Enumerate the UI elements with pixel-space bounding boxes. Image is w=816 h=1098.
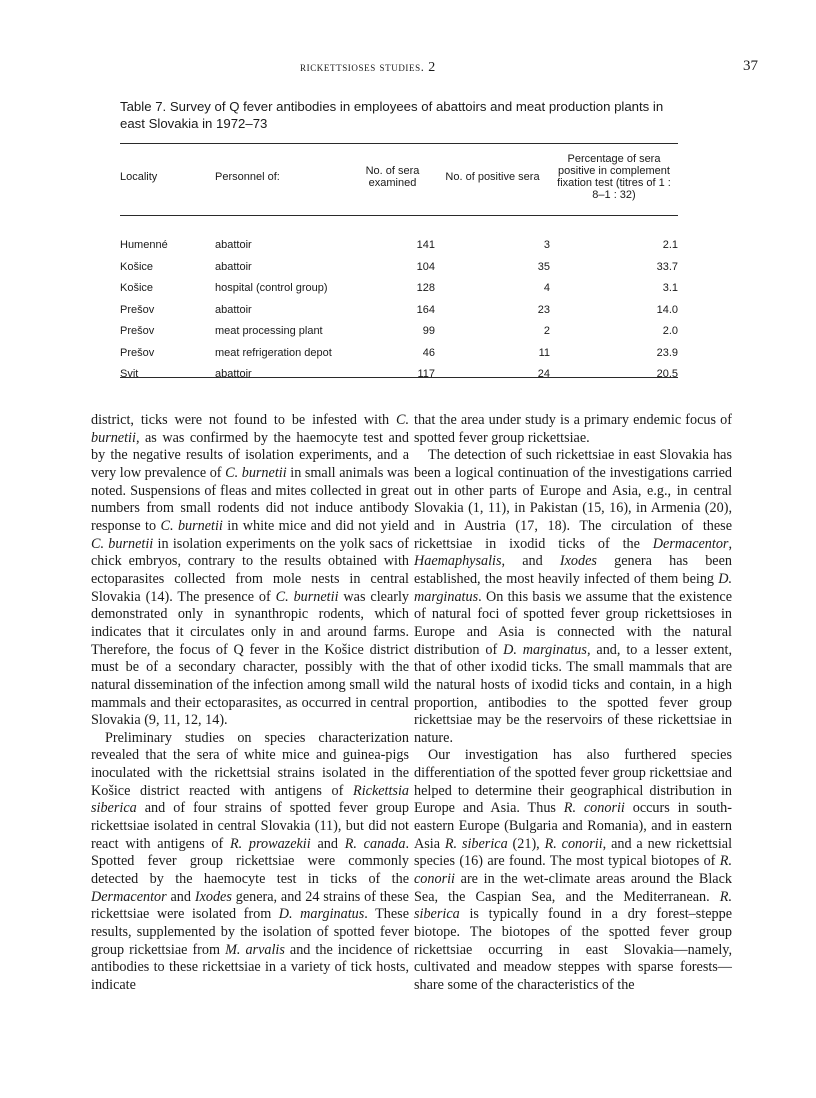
text-run: in white mice and did not yield (222, 517, 410, 534)
italic-term: R. conorii (414, 853, 732, 888)
cell-sera-examined: 46 (422, 346, 435, 359)
text-run: and (310, 835, 345, 852)
text-run: , and (501, 553, 560, 570)
table-row (120, 235, 678, 257)
italic-term: C. burnetii (225, 464, 287, 481)
paragraph (91, 730, 409, 995)
table-spacer (120, 213, 678, 235)
italic-term: R. conorii (544, 835, 603, 852)
text-run: Our investigation has also furthered species differentiation of the spotted fever group rickettsiae and helped to determine their geographical distribution in Europe and Asia. Thus (414, 747, 732, 817)
text-run: , (728, 535, 732, 552)
table-row (120, 256, 678, 278)
text-run: that the area under study is a primary endemic focus of spotted fever group rickettsiae. (414, 412, 732, 446)
cell-percentage: 23.9 (656, 346, 678, 359)
table-row (120, 364, 678, 386)
italic-term: R. conorii (563, 800, 625, 817)
cell-locality: Košice (120, 282, 154, 295)
text-run: genera has been established, the most heavily infected of them being (414, 553, 732, 587)
text-run: is typically found in a dry forest–steppe biotope. The biotopes of the spotted fever group rickettsiae occurring in east Slovakia—namely, cultivated and meadow steppes with sparse forests—share some of the characteristics of the (414, 906, 732, 993)
italic-term: Haemaphysalis (414, 553, 502, 570)
cell-locality: Svit (120, 368, 139, 381)
cell-percentage: 2.0 (662, 325, 678, 338)
text-column-right (414, 412, 732, 995)
column-header-percentage-positive: Percentage of sera positive in complement fixation test (titres of 1 : 8–1 : 32) (557, 153, 671, 201)
cell-percentage: 3.1 (662, 282, 678, 295)
italic-term: Ixodes (559, 553, 597, 570)
italic-term: R. siberica (414, 888, 732, 923)
italic-term: Ixodes (194, 888, 232, 905)
text-run: Preliminary studies on species characterization revealed that the sera of white mice and guinea-pigs inoculated with the rickettsial strains isolated in the Košice district reacted with antigens of (91, 729, 409, 799)
italic-term: R. canada (344, 835, 406, 852)
text-run: . On this basis we assume that the existence of natural foci of spotted fever group rickettsioses in Europe and Asia is connected with the natural distribution of (414, 588, 732, 658)
table-body (120, 213, 678, 385)
text-run: and of four strains of spotted fever group rickettsiae isolated in central Slovakia (11), but did not react with antigens of (91, 800, 409, 852)
italic-term: Dermacentor (652, 535, 729, 552)
cell-personnel: abattoir (215, 260, 252, 273)
text-run: in small animals was noted. Suspensions of fleas and mites collected in great numbers from small rodents did not induce antibody response to (91, 464, 409, 534)
italic-term: C. burnetii (160, 517, 223, 534)
cell-personnel: abattoir (215, 368, 252, 381)
cell-percentage: 33.7 (656, 260, 678, 273)
italic-term: R. siberica (444, 835, 508, 852)
running-head (0, 60, 816, 80)
table-header-row (120, 141, 678, 213)
cell-personnel: abattoir (215, 239, 252, 252)
text-run: The detection of such rickettsiae in east Slovakia has been a logical continuation of the investigations carried out in other parts of Europe and Asia, e.g., in central Slovakia (1, 11), in Pakistan (15, 16), in Armenia (20), and in Austria (17, 18). The circulation of these rickettsiae in ixodid ticks of the (414, 447, 732, 552)
italic-term: Dermacentor (91, 888, 167, 905)
cell-personnel: hospital (control group) (215, 282, 328, 295)
italic-term: C. burnetii (91, 535, 154, 552)
italic-term: C. burnetii (275, 588, 339, 605)
table-row (120, 299, 678, 321)
running-title-text: rickettsioses studies. (300, 60, 425, 74)
cell-percentage: 14.0 (656, 303, 678, 316)
text-run: and the incidence of antibodies to these rickettsiae in a variety of tick hosts, indicate (91, 941, 409, 993)
italic-term: Rickettsia siberica (91, 782, 409, 817)
cell-sera-examined: 117 (417, 368, 435, 381)
cell-locality: Prešov (120, 325, 155, 338)
cell-personnel: abattoir (215, 303, 252, 316)
cell-sera-examined: 99 (422, 325, 435, 338)
italic-term: D. marginatus (503, 641, 587, 658)
italic-term: M. arvalis (225, 941, 285, 958)
text-run: , and, to a lesser extent, that of other ixodid ticks. The small mammals that are the natural hosts of ixodid ticks and contain, in a high proportion, antibodies to the spotted fever group rickettsiae may be the reservoirs of these rickettsiae in nature. (414, 641, 732, 746)
text-run: . Spotted fever group rickettsiae were commonly detected by the haemocyte test in ticks of the (91, 835, 409, 888)
cell-locality: Prešov (120, 346, 155, 359)
cell-personnel: meat refrigeration depot (215, 346, 332, 359)
paragraph (414, 412, 732, 447)
cell-positive-sera: 23 (537, 303, 550, 316)
cell-sera-examined: 141 (416, 239, 435, 252)
cell-personnel: meat processing plant (215, 325, 323, 338)
column-header-personnel: Personnel of: (215, 171, 280, 183)
paragraph (414, 447, 732, 747)
column-header-locality: Locality (120, 171, 158, 183)
cell-sera-examined: 164 (416, 303, 435, 316)
text-run: and (166, 888, 195, 905)
cell-positive-sera: 4 (543, 282, 550, 295)
italic-term: D. marginatus (278, 906, 365, 923)
italic-term: D. marginatus (414, 570, 732, 605)
text-run: was clearly demonstrated only in synanthropic rodents, which indicates that it circulates only in and around farms. Therefore, the focus of Q fever in the Košice district must be of a secondary character, possibly with the natural dissemination of the infection among small wild mammals and their ectoparasites, as occurred in central Slovakia (9, 11, 12, 14). (91, 588, 410, 729)
italic-term: C. burnetii (91, 412, 409, 446)
text-run: , and a new rickettsial species (16) are found. The most typical biotopes of (414, 835, 733, 870)
text-run: . These results, supplemented by the isolation of spotted fever group rickettsiae from (91, 906, 409, 958)
text-run: genera, and 24 strains of these rickettsiae were isolated from (91, 888, 409, 923)
table-row (120, 342, 678, 364)
cell-percentage: 2.1 (662, 239, 678, 252)
data-table (120, 141, 678, 385)
cell-locality: Prešov (120, 303, 155, 316)
cell-sera-examined: 104 (416, 260, 435, 273)
column-header-positive-sera: No. of positive sera (445, 171, 540, 183)
text-run: in isolation experiments on the yolk sacs of chick embryos, contrary to the results obtained with ectoparasites collected from mole nests in central Slovakia (14). The presence of (91, 535, 410, 605)
page-number: 37 (743, 58, 758, 74)
running-title-number: 2 (428, 60, 436, 75)
table-caption: Table 7. Survey of Q fever antibodies in employees of abattoirs and meat production plants in east Slovakia in 1972–73 (120, 99, 664, 131)
table-row (120, 321, 678, 343)
cell-sera-examined: 128 (416, 282, 435, 295)
text-run: are in the wet-climate areas around the Black Sea, the Caspian Sea, and the Mediterranean. (414, 871, 732, 905)
text-column-left (91, 412, 409, 995)
cell-positive-sera: 24 (537, 368, 550, 381)
cell-positive-sera: 2 (543, 325, 550, 338)
text-run: district, ticks were not found to be infested with (91, 412, 396, 428)
column-header-sera-examined: No. of sera examined (365, 165, 420, 189)
cell-locality: Humenné (120, 239, 168, 252)
running-title (300, 60, 435, 76)
cell-positive-sera: 35 (537, 260, 550, 273)
paragraph (91, 412, 409, 730)
cell-percentage: 20.5 (656, 368, 678, 381)
text-run: occurs in south-eastern Europe (Bulgaria and Romania), and in eastern Asia (414, 800, 732, 852)
paragraph (414, 747, 732, 994)
italic-term: R. prowazekii (229, 835, 311, 852)
cell-locality: Košice (120, 260, 154, 273)
text-run: (21), (507, 835, 545, 852)
cell-positive-sera: 11 (538, 346, 550, 359)
cell-positive-sera: 3 (543, 239, 550, 252)
table-row (120, 278, 678, 300)
text-run: , as was confirmed by the haemocyte test and by the negative results of isolation experiments, and a very low prevalence of (91, 429, 409, 481)
